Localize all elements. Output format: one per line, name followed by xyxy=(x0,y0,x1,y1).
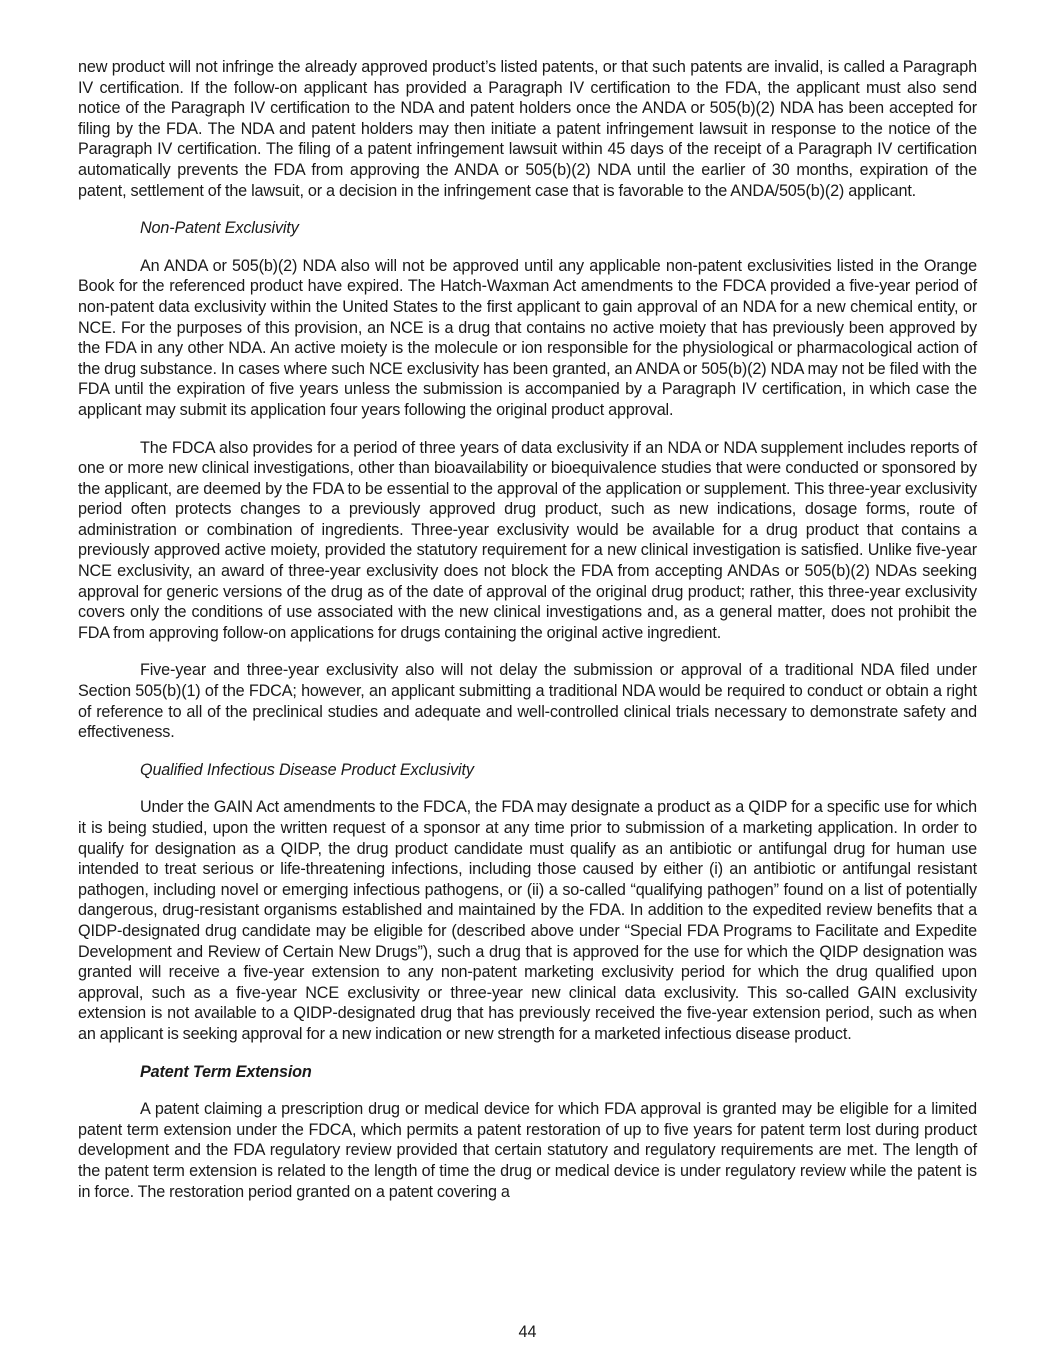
heading-qidp-exclusivity: Qualified Infectious Disease Product Exclusivity xyxy=(140,760,474,779)
paragraph-patent-term-extension: A patent claiming a prescription drug or medical device for which FDA approval is granted may be eligible for a limited patent term extension under the FDCA, which permits a patent restoration of up to five years for patent term lost during product development and the FDA regulatory review provided that certain statutory and regulatory requirements are met. The length of the patent term extension is related to the length of time the drug or medical device is under regulatory review while the patent is in force. The restoration period granted on a patent covering a xyxy=(78,1100,977,1201)
paragraph-gain-act: Under the GAIN Act amendments to the FDCA, the FDA may designate a product as a QIDP for a specific use for which it is being studied, upon the written request of a sponsor at any time prior to submission of a marketing application. In order to qualify for designation as a QIDP, the drug product candidate must qualify as an antibiotic or antifungal drug for human use intended to treat serious or life-threatening infections, including those caused by either (i) an antibiotic or antifungal resistant pathogen, including novel or emerging infectious pathogens, or (ii) a so-called “qualifying pathogen” found on a list of potentially dangerous, drug-resistant organisms established and maintained by the FDA. In addition to the expedited review benefits that a QIDP-designated drug candidate may be eligible for (described above under “Special FDA Programs to Facilitate and Expedite Development and Review of Certain New Drugs”), such a drug that is approved for the use for which the QIDP designation was granted will receive a five-year extension to any non-patent marketing exclusivity period for which the drug qualified upon approval, such as a five-year NCE exclusivity or three-year new clinical data exclusivity. This so-called GAIN exclusivity extension is not available to a QIDP-designated drug that has previously received the five-year extension period, such as when an applicant is seeking approval for a new indication or new strength for a marketed infectious disease product. xyxy=(78,798,977,1043)
heading-patent-term-extension: Patent Term Extension xyxy=(140,1062,312,1081)
paragraph-paragraph-iv-continuation: new product will not infringe the already approved product’s listed patents, or that such patents are invalid, is called a Paragraph IV certification. If the follow-on applicant has provided a Paragraph IV certification to the FDA, the applicant must also send notice of the Paragraph IV certification to the NDA and patent holders once the ANDA or 505(b)(2) NDA has been accepted for filing by the FDA. The NDA and patent holders may then initiate a patent infringement lawsuit in response to the notice of the Paragraph IV certification. The filing of a patent infringement lawsuit within 45 days of the receipt of a Paragraph IV certification automatically prevents the FDA from approving the ANDA or 505(b)(2) NDA until the earlier of 30 months, expiration of the patent, settlement of the lawsuit, or a decision in the infringement case that is favorable to the ANDA/505(b)(2) applicant. xyxy=(78,58,977,200)
document-page xyxy=(78,57,977,1219)
paragraph-three-year-exclusivity: The FDCA also provides for a period of three years of data exclusivity if an NDA or NDA supplement includes reports of one or more new clinical investigations, other than bioavailability or bioequivalence studies that were conducted or sponsored by the applicant, are deemed by the FDA to be essential to the approval of the application or supplement. This three-year exclusivity period often protects changes to a previously approved drug product, such as new indications, dosage forms, route of administration or combination of ingredients. Three-year exclusivity would be available for a drug product that contains a previously approved active moiety, provided the statutory requirement for a new clinical investigation is satisfied. Unlike five-year NCE exclusivity, an award of three-year exclusivity does not block the FDA from accepting ANDAs or 505(b)(2) NDAs seeking approval for generic versions of the drug as of the date of approval of the original drug product; rather, this three-year exclusivity covers only the conditions of use associated with the new clinical investigations and, as a general matter, does not prohibit the FDA from approving follow-on applications for drugs containing the original active ingredient. xyxy=(78,438,977,642)
page-number: 44 xyxy=(518,1323,537,1341)
paragraph-nce-exclusivity: An ANDA or 505(b)(2) NDA also will not be approved until any applicable non-patent exclusivities listed in the Orange Book for the referenced product have expired. The Hatch-Waxman Act amendments to the FDCA provided a five-year period of non-patent data exclusivity within the United States to the first applicant to gain approval of an NDA for a new chemical entity, or NCE. For the purposes of this provision, an NCE is a drug that contains no active moiety that has previously been approved by the FDA in any other NDA. An active moiety is the molecule or ion responsible for the physiological or pharmacological action of the drug substance. In cases where such NCE exclusivity has been granted, an ANDA or 505(b)(2) NDA may not be filed with the FDA until the expiration of five years unless the submission is accompanied by a Paragraph IV certification, in which case the applicant may submit its application four years following the original product approval. xyxy=(78,256,977,419)
heading-non-patent-exclusivity: Non-Patent Exclusivity xyxy=(140,219,299,238)
paragraph-traditional-nda: Five-year and three-year exclusivity also will not delay the submission or approval of a traditional NDA filed under Section 505(b)(1) of the FDCA; however, an applicant submitting a traditional NDA would be required to conduct or obtain a right of reference to all of the preclinical studies and adequate and well-controlled clinical trials necessary to demonstrate safety and effectiveness. xyxy=(78,661,977,742)
